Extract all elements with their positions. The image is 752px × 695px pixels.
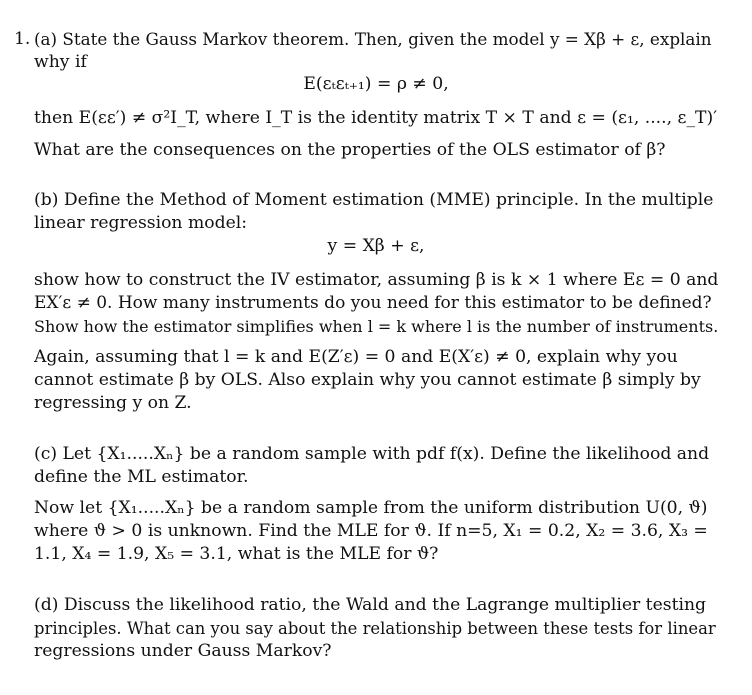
part-a-line-1: (a) State the Gauss Markov theorem. Then, given the model y = Xβ + ε, explain (34, 29, 712, 49)
part-b-line-3: show how to construct the IV estimator, assuming β is k × 1 where Eε = 0 and (34, 270, 719, 290)
part-d-line-3: regressions under Gauss Markov? (34, 641, 332, 661)
part-d-line-2: principles. What can you say about the relationship between these tests for linear (34, 619, 716, 638)
part-b-line-4: EX′ε ≠ 0. How many instruments do you need for this estimator to be defined? (34, 293, 712, 313)
part-b-line-2: linear regression model: (34, 213, 248, 233)
part-c-line-2: define the ML estimator. (34, 467, 249, 487)
part-c-line-5: 1.1, X₄ = 1.9, X₅ = 3.1, what is the MLE for ϑ? (34, 544, 439, 564)
part-a-line-2: why if (34, 52, 87, 72)
part-b-line-7: cannot estimate β by OLS. Also explain why you cannot estimate β simply by (34, 370, 701, 390)
part-c-line-4: where ϑ > 0 is unknown. Find the MLE for ϑ. If n=5, X₁ = 0.2, X₂ = 3.6, X₃ = (34, 521, 708, 541)
question-number: 1. (14, 29, 31, 49)
part-c-line-1: (c) Let {X₁.....Xₙ} be a random sample with pdf f(x). Define the likelihood and (34, 444, 710, 464)
part-a-formula: E(εₜεₜ₊₁) = ρ ≠ 0, (303, 74, 449, 94)
part-b-line-5: Show how the estimator simplifies when l = k where l is the number of instruments. (34, 317, 719, 336)
part-b-line-6: Again, assuming that l = k and E(Z′ε) = 0 and E(X′ε) ≠ 0, explain why you (34, 347, 678, 367)
part-a-line-3: then E(εε′) ≠ σ²I_T, where I_T is the identity matrix T × T and ε = (ε₁, ...., ε_T)′ (34, 108, 718, 128)
part-b-formula: y = Xβ + ε, (327, 236, 425, 256)
part-d-line-1: (d) Discuss the likelihood ratio, the Wald and the Lagrange multiplier testing (34, 595, 707, 615)
part-b-line-1: (b) Define the Method of Moment estimation (MME) principle. In the multiple (34, 190, 714, 210)
part-a-line-4: What are the consequences on the properties of the OLS estimator of β? (34, 140, 666, 160)
part-b-line-8: regressing y on Z. (34, 393, 192, 413)
part-c-line-3: Now let {X₁.....Xₙ} be a random sample from the uniform distribution U(0, ϑ) (34, 498, 708, 518)
